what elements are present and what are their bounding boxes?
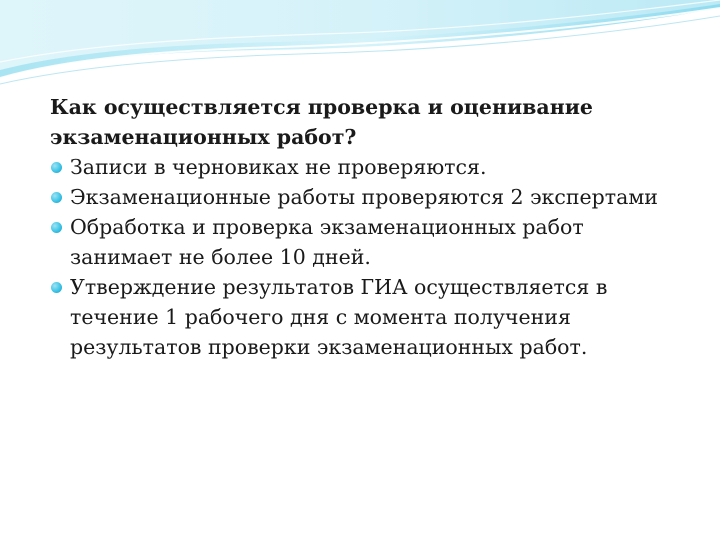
circle-bullet-icon xyxy=(51,192,62,203)
bullet-text: Обработка и проверка экзаменационных работ занимает не более 10 дней. xyxy=(70,215,584,269)
circle-bullet-icon xyxy=(51,282,62,293)
list-item xyxy=(50,182,670,212)
list-item xyxy=(50,152,670,182)
bullet-list xyxy=(50,152,670,362)
bullet-text: Записи в черновиках не проверяются. xyxy=(70,155,487,179)
slide-content xyxy=(50,92,670,362)
slide-heading: Как осуществляется проверка и оценивание экзаменационных работ? xyxy=(50,95,593,149)
bullet-text: Утверждение результатов ГИА осуществляется в течение 1 рабочего дня с момента получения результатов проверки экзаменационных работ. xyxy=(70,275,608,359)
circle-bullet-icon xyxy=(51,162,62,173)
list-item xyxy=(50,212,670,272)
header-wave-decoration xyxy=(0,0,720,90)
circle-bullet-icon xyxy=(51,222,62,233)
list-item xyxy=(50,272,670,362)
bullet-text: Экзаменационные работы проверяются 2 экспертами xyxy=(70,185,658,209)
